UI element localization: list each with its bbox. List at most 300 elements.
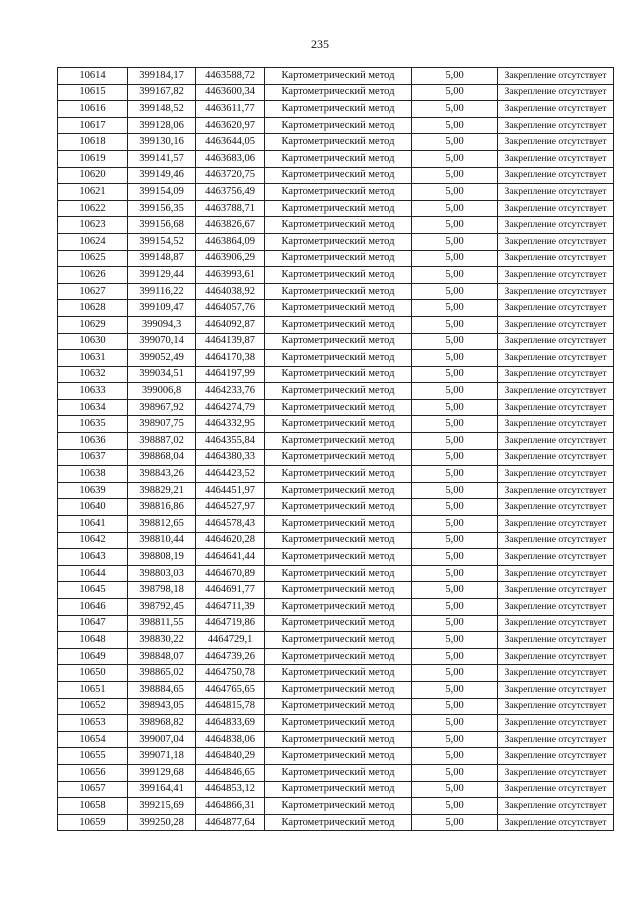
point-number-cell: 10636	[58, 433, 128, 450]
table-row	[58, 167, 614, 184]
accuracy-cell: 5,00	[412, 648, 498, 665]
table-row	[58, 814, 614, 831]
x-coordinate-cell: 398868,04	[128, 449, 196, 466]
accuracy-cell: 5,00	[412, 599, 498, 616]
point-number-cell: 10655	[58, 748, 128, 765]
method-cell: Картометрический метод	[265, 565, 412, 582]
method-cell: Картометрический метод	[265, 333, 412, 350]
fixation-cell: Закрепление отсутствует	[498, 350, 614, 367]
method-cell: Картометрический метод	[265, 466, 412, 483]
accuracy-cell: 5,00	[412, 184, 498, 201]
y-coordinate-cell: 4463644,05	[196, 134, 265, 151]
point-number-cell: 10627	[58, 283, 128, 300]
x-coordinate-cell: 398943,05	[128, 698, 196, 715]
point-number-cell: 10620	[58, 167, 128, 184]
fixation-cell: Закрепление отсутствует	[498, 134, 614, 151]
method-cell: Картометрический метод	[265, 549, 412, 566]
fixation-cell: Закрепление отсутствует	[498, 764, 614, 781]
accuracy-cell: 5,00	[412, 233, 498, 250]
table-row	[58, 250, 614, 267]
x-coordinate-cell: 399148,52	[128, 101, 196, 118]
fixation-cell: Закрепление отсутствует	[498, 383, 614, 400]
accuracy-cell: 5,00	[412, 283, 498, 300]
fixation-cell: Закрепление отсутствует	[498, 333, 614, 350]
x-coordinate-cell: 399007,04	[128, 731, 196, 748]
method-cell: Картометрический метод	[265, 731, 412, 748]
x-coordinate-cell: 399184,17	[128, 68, 196, 85]
fixation-cell: Закрепление отсутствует	[498, 781, 614, 798]
table-row	[58, 350, 614, 367]
table-row	[58, 333, 614, 350]
point-number-cell: 10616	[58, 101, 128, 118]
point-number-cell: 10652	[58, 698, 128, 715]
accuracy-cell: 5,00	[412, 217, 498, 234]
method-cell: Картометрический метод	[265, 233, 412, 250]
method-cell: Картометрический метод	[265, 383, 412, 400]
y-coordinate-cell: 4464877,64	[196, 814, 265, 831]
x-coordinate-cell: 398865,02	[128, 665, 196, 682]
fixation-cell: Закрепление отсутствует	[498, 250, 614, 267]
x-coordinate-cell: 398792,45	[128, 599, 196, 616]
fixation-cell: Закрепление отсутствует	[498, 814, 614, 831]
y-coordinate-cell: 4463588,72	[196, 68, 265, 85]
point-number-cell: 10622	[58, 200, 128, 217]
table-row	[58, 532, 614, 549]
y-coordinate-cell: 4464423,52	[196, 466, 265, 483]
point-number-cell: 10646	[58, 599, 128, 616]
method-cell: Картометрический метод	[265, 582, 412, 599]
accuracy-cell: 5,00	[412, 665, 498, 682]
fixation-cell: Закрепление отсутствует	[498, 416, 614, 433]
table-row	[58, 449, 614, 466]
table-row	[58, 748, 614, 765]
method-cell: Картометрический метод	[265, 184, 412, 201]
table-row	[58, 316, 614, 333]
y-coordinate-cell: 4463683,06	[196, 150, 265, 167]
fixation-cell: Закрепление отсутствует	[498, 698, 614, 715]
y-coordinate-cell: 4464765,65	[196, 681, 265, 698]
y-coordinate-cell: 4464620,28	[196, 532, 265, 549]
point-number-cell: 10637	[58, 449, 128, 466]
x-coordinate-cell: 399156,68	[128, 217, 196, 234]
table-row	[58, 648, 614, 665]
method-cell: Картометрический метод	[265, 84, 412, 101]
y-coordinate-cell: 4463620,97	[196, 117, 265, 134]
point-number-cell: 10656	[58, 764, 128, 781]
fixation-cell: Закрепление отсутствует	[498, 715, 614, 732]
method-cell: Картометрический метод	[265, 814, 412, 831]
y-coordinate-cell: 4464719,86	[196, 615, 265, 632]
accuracy-cell: 5,00	[412, 366, 498, 383]
y-coordinate-cell: 4464838,06	[196, 731, 265, 748]
method-cell: Картометрический метод	[265, 665, 412, 682]
x-coordinate-cell: 398810,44	[128, 532, 196, 549]
table-row	[58, 798, 614, 815]
y-coordinate-cell: 4464729,1	[196, 632, 265, 649]
fixation-cell: Закрепление отсутствует	[498, 233, 614, 250]
y-coordinate-cell: 4464711,39	[196, 599, 265, 616]
y-coordinate-cell: 4464274,79	[196, 399, 265, 416]
method-cell: Картометрический метод	[265, 167, 412, 184]
x-coordinate-cell: 399130,16	[128, 134, 196, 151]
y-coordinate-cell: 4464139,87	[196, 333, 265, 350]
method-cell: Картометрический метод	[265, 134, 412, 151]
method-cell: Картометрический метод	[265, 300, 412, 317]
y-coordinate-cell: 4464380,33	[196, 449, 265, 466]
x-coordinate-cell: 399148,87	[128, 250, 196, 267]
method-cell: Картометрический метод	[265, 416, 412, 433]
accuracy-cell: 5,00	[412, 748, 498, 765]
x-coordinate-cell: 399215,69	[128, 798, 196, 815]
fixation-cell: Закрепление отсутствует	[498, 200, 614, 217]
point-number-cell: 10615	[58, 84, 128, 101]
point-number-cell: 10638	[58, 466, 128, 483]
table-row	[58, 549, 614, 566]
accuracy-cell: 5,00	[412, 134, 498, 151]
table-row	[58, 184, 614, 201]
accuracy-cell: 5,00	[412, 433, 498, 450]
fixation-cell: Закрепление отсутствует	[498, 150, 614, 167]
point-number-cell: 10650	[58, 665, 128, 682]
point-number-cell: 10626	[58, 267, 128, 284]
method-cell: Картометрический метод	[265, 764, 412, 781]
y-coordinate-cell: 4463826,67	[196, 217, 265, 234]
x-coordinate-cell: 399006,8	[128, 383, 196, 400]
accuracy-cell: 5,00	[412, 549, 498, 566]
accuracy-cell: 5,00	[412, 316, 498, 333]
method-cell: Картометрический метод	[265, 482, 412, 499]
fixation-cell: Закрепление отсутствует	[498, 283, 614, 300]
x-coordinate-cell: 399156,35	[128, 200, 196, 217]
x-coordinate-cell: 399109,47	[128, 300, 196, 317]
table-row	[58, 399, 614, 416]
table-row	[58, 117, 614, 134]
x-coordinate-cell: 399034,51	[128, 366, 196, 383]
method-cell: Картометрический метод	[265, 350, 412, 367]
point-number-cell: 10634	[58, 399, 128, 416]
y-coordinate-cell: 4464853,12	[196, 781, 265, 798]
method-cell: Картометрический метод	[265, 150, 412, 167]
accuracy-cell: 5,00	[412, 781, 498, 798]
table-row	[58, 715, 614, 732]
method-cell: Картометрический метод	[265, 267, 412, 284]
method-cell: Картометрический метод	[265, 681, 412, 698]
table-row	[58, 267, 614, 284]
point-number-cell: 10647	[58, 615, 128, 632]
x-coordinate-cell: 399129,68	[128, 764, 196, 781]
method-cell: Картометрический метод	[265, 366, 412, 383]
y-coordinate-cell: 4463788,71	[196, 200, 265, 217]
fixation-cell: Закрепление отсутствует	[498, 117, 614, 134]
x-coordinate-cell: 399149,46	[128, 167, 196, 184]
y-coordinate-cell: 4463611,77	[196, 101, 265, 118]
method-cell: Картометрический метод	[265, 200, 412, 217]
table-row	[58, 466, 614, 483]
fixation-cell: Закрепление отсутствует	[498, 516, 614, 533]
accuracy-cell: 5,00	[412, 632, 498, 649]
accuracy-cell: 5,00	[412, 200, 498, 217]
method-cell: Картометрический метод	[265, 599, 412, 616]
y-coordinate-cell: 4464451,97	[196, 482, 265, 499]
fixation-cell: Закрепление отсутствует	[498, 565, 614, 582]
table-row	[58, 499, 614, 516]
y-coordinate-cell: 4464840,29	[196, 748, 265, 765]
method-cell: Картометрический метод	[265, 748, 412, 765]
point-number-cell: 10641	[58, 516, 128, 533]
point-number-cell: 10645	[58, 582, 128, 599]
method-cell: Картометрический метод	[265, 715, 412, 732]
accuracy-cell: 5,00	[412, 416, 498, 433]
y-coordinate-cell: 4464670,89	[196, 565, 265, 582]
table-row	[58, 781, 614, 798]
point-number-cell: 10618	[58, 134, 128, 151]
y-coordinate-cell: 4464233,76	[196, 383, 265, 400]
accuracy-cell: 5,00	[412, 499, 498, 516]
fixation-cell: Закрепление отсутствует	[498, 599, 614, 616]
method-cell: Картометрический метод	[265, 217, 412, 234]
x-coordinate-cell: 398798,18	[128, 582, 196, 599]
x-coordinate-cell: 399129,44	[128, 267, 196, 284]
fixation-cell: Закрепление отсутствует	[498, 582, 614, 599]
table-row	[58, 134, 614, 151]
x-coordinate-cell: 398907,75	[128, 416, 196, 433]
fixation-cell: Закрепление отсутствует	[498, 167, 614, 184]
method-cell: Картометрический метод	[265, 499, 412, 516]
x-coordinate-cell: 398811,55	[128, 615, 196, 632]
method-cell: Картометрический метод	[265, 68, 412, 85]
y-coordinate-cell: 4464739,26	[196, 648, 265, 665]
accuracy-cell: 5,00	[412, 698, 498, 715]
x-coordinate-cell: 399116,22	[128, 283, 196, 300]
point-number-cell: 10633	[58, 383, 128, 400]
x-coordinate-cell: 398843,26	[128, 466, 196, 483]
y-coordinate-cell: 4464355,84	[196, 433, 265, 450]
accuracy-cell: 5,00	[412, 399, 498, 416]
fixation-cell: Закрепление отсутствует	[498, 681, 614, 698]
x-coordinate-cell: 398887,02	[128, 433, 196, 450]
method-cell: Картометрический метод	[265, 632, 412, 649]
method-cell: Картометрический метод	[265, 516, 412, 533]
fixation-cell: Закрепление отсутствует	[498, 84, 614, 101]
point-number-cell: 10648	[58, 632, 128, 649]
point-number-cell: 10657	[58, 781, 128, 798]
y-coordinate-cell: 4464038,92	[196, 283, 265, 300]
fixation-cell: Закрепление отсутствует	[498, 433, 614, 450]
accuracy-cell: 5,00	[412, 681, 498, 698]
point-number-cell: 10621	[58, 184, 128, 201]
y-coordinate-cell: 4464197,99	[196, 366, 265, 383]
point-number-cell: 10623	[58, 217, 128, 234]
table-row	[58, 698, 614, 715]
x-coordinate-cell: 399141,57	[128, 150, 196, 167]
table-row	[58, 516, 614, 533]
table-row	[58, 565, 614, 582]
table-row	[58, 101, 614, 118]
y-coordinate-cell: 4463993,61	[196, 267, 265, 284]
point-number-cell: 10624	[58, 233, 128, 250]
accuracy-cell: 5,00	[412, 383, 498, 400]
point-number-cell: 10631	[58, 350, 128, 367]
fixation-cell: Закрепление отсутствует	[498, 532, 614, 549]
point-number-cell: 10617	[58, 117, 128, 134]
accuracy-cell: 5,00	[412, 117, 498, 134]
fixation-cell: Закрепление отсутствует	[498, 648, 614, 665]
table-row	[58, 731, 614, 748]
y-coordinate-cell: 4464578,43	[196, 516, 265, 533]
accuracy-cell: 5,00	[412, 731, 498, 748]
table-row	[58, 599, 614, 616]
y-coordinate-cell: 4464815,78	[196, 698, 265, 715]
fixation-cell: Закрепление отсутствует	[498, 665, 614, 682]
coordinates-table-body	[58, 68, 614, 831]
y-coordinate-cell: 4463906,29	[196, 250, 265, 267]
table-row	[58, 68, 614, 85]
table-row	[58, 217, 614, 234]
fixation-cell: Закрепление отсутствует	[498, 748, 614, 765]
point-number-cell: 10619	[58, 150, 128, 167]
y-coordinate-cell: 4463864,09	[196, 233, 265, 250]
fixation-cell: Закрепление отсутствует	[498, 267, 614, 284]
table-row	[58, 433, 614, 450]
y-coordinate-cell: 4464092,87	[196, 316, 265, 333]
y-coordinate-cell: 4463756,49	[196, 184, 265, 201]
point-number-cell: 10659	[58, 814, 128, 831]
x-coordinate-cell: 398967,92	[128, 399, 196, 416]
y-coordinate-cell: 4464332,95	[196, 416, 265, 433]
accuracy-cell: 5,00	[412, 167, 498, 184]
table-row	[58, 681, 614, 698]
fixation-cell: Закрепление отсутствует	[498, 217, 614, 234]
fixation-cell: Закрепление отсутствует	[498, 549, 614, 566]
x-coordinate-cell: 399052,49	[128, 350, 196, 367]
y-coordinate-cell: 4464833,69	[196, 715, 265, 732]
page-number: 235	[311, 37, 329, 51]
x-coordinate-cell: 399070,14	[128, 333, 196, 350]
method-cell: Картометрический метод	[265, 433, 412, 450]
y-coordinate-cell: 4464170,38	[196, 350, 265, 367]
y-coordinate-cell: 4464641,44	[196, 549, 265, 566]
accuracy-cell: 5,00	[412, 516, 498, 533]
method-cell: Картометрический метод	[265, 449, 412, 466]
point-number-cell: 10649	[58, 648, 128, 665]
y-coordinate-cell: 4463600,34	[196, 84, 265, 101]
table-row	[58, 764, 614, 781]
method-cell: Картометрический метод	[265, 698, 412, 715]
x-coordinate-cell: 399154,52	[128, 233, 196, 250]
point-number-cell: 10632	[58, 366, 128, 383]
y-coordinate-cell: 4464750,78	[196, 665, 265, 682]
fixation-cell: Закрепление отсутствует	[498, 300, 614, 317]
method-cell: Картометрический метод	[265, 648, 412, 665]
point-number-cell: 10651	[58, 681, 128, 698]
x-coordinate-cell: 399094,3	[128, 316, 196, 333]
method-cell: Картометрический метод	[265, 101, 412, 118]
accuracy-cell: 5,00	[412, 68, 498, 85]
x-coordinate-cell: 398808,19	[128, 549, 196, 566]
accuracy-cell: 5,00	[412, 814, 498, 831]
accuracy-cell: 5,00	[412, 449, 498, 466]
fixation-cell: Закрепление отсутствует	[498, 482, 614, 499]
x-coordinate-cell: 399128,06	[128, 117, 196, 134]
x-coordinate-cell: 398830,22	[128, 632, 196, 649]
point-number-cell: 10635	[58, 416, 128, 433]
x-coordinate-cell: 398812,65	[128, 516, 196, 533]
point-number-cell: 10630	[58, 333, 128, 350]
point-number-cell: 10653	[58, 715, 128, 732]
y-coordinate-cell: 4464057,76	[196, 300, 265, 317]
table-row	[58, 300, 614, 317]
method-cell: Картометрический метод	[265, 781, 412, 798]
fixation-cell: Закрепление отсутствует	[498, 101, 614, 118]
fixation-cell: Закрепление отсутствует	[498, 499, 614, 516]
accuracy-cell: 5,00	[412, 267, 498, 284]
accuracy-cell: 5,00	[412, 101, 498, 118]
accuracy-cell: 5,00	[412, 565, 498, 582]
table-row	[58, 582, 614, 599]
point-number-cell: 10640	[58, 499, 128, 516]
table-row	[58, 482, 614, 499]
point-number-cell: 10629	[58, 316, 128, 333]
fixation-cell: Закрепление отсутствует	[498, 615, 614, 632]
x-coordinate-cell: 398968,82	[128, 715, 196, 732]
fixation-cell: Закрепление отсутствует	[498, 632, 614, 649]
y-coordinate-cell: 4464691,77	[196, 582, 265, 599]
fixation-cell: Закрепление отсутствует	[498, 399, 614, 416]
point-number-cell: 10644	[58, 565, 128, 582]
y-coordinate-cell: 4464846,65	[196, 764, 265, 781]
method-cell: Картометрический метод	[265, 117, 412, 134]
table-row	[58, 283, 614, 300]
method-cell: Картометрический метод	[265, 615, 412, 632]
table-row	[58, 200, 614, 217]
accuracy-cell: 5,00	[412, 300, 498, 317]
accuracy-cell: 5,00	[412, 532, 498, 549]
x-coordinate-cell: 398884,65	[128, 681, 196, 698]
accuracy-cell: 5,00	[412, 250, 498, 267]
x-coordinate-cell: 399250,28	[128, 814, 196, 831]
accuracy-cell: 5,00	[412, 84, 498, 101]
table-row	[58, 416, 614, 433]
table-row	[58, 632, 614, 649]
method-cell: Картометрический метод	[265, 250, 412, 267]
x-coordinate-cell: 398803,03	[128, 565, 196, 582]
x-coordinate-cell: 398829,21	[128, 482, 196, 499]
point-number-cell: 10625	[58, 250, 128, 267]
accuracy-cell: 5,00	[412, 333, 498, 350]
point-number-cell: 10639	[58, 482, 128, 499]
method-cell: Картометрический метод	[265, 798, 412, 815]
point-number-cell: 10642	[58, 532, 128, 549]
accuracy-cell: 5,00	[412, 764, 498, 781]
point-number-cell: 10614	[58, 68, 128, 85]
table-row	[58, 383, 614, 400]
x-coordinate-cell: 398848,07	[128, 648, 196, 665]
table-row	[58, 233, 614, 250]
table-row	[58, 150, 614, 167]
accuracy-cell: 5,00	[412, 715, 498, 732]
method-cell: Картометрический метод	[265, 399, 412, 416]
x-coordinate-cell: 399164,41	[128, 781, 196, 798]
fixation-cell: Закрепление отсутствует	[498, 466, 614, 483]
accuracy-cell: 5,00	[412, 350, 498, 367]
accuracy-cell: 5,00	[412, 150, 498, 167]
point-number-cell: 10658	[58, 798, 128, 815]
method-cell: Картометрический метод	[265, 532, 412, 549]
fixation-cell: Закрепление отсутствует	[498, 316, 614, 333]
x-coordinate-cell: 398816,86	[128, 499, 196, 516]
fixation-cell: Закрепление отсутствует	[498, 366, 614, 383]
coordinates-table	[57, 67, 614, 831]
